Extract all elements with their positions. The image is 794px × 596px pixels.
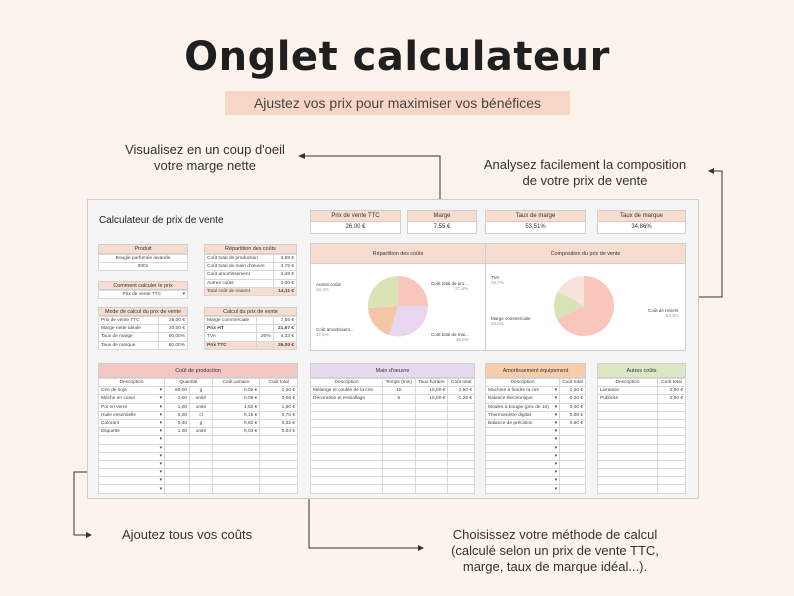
page-subheading: Ajustez vos prix pour maximiser vos bénéfices bbox=[225, 91, 570, 115]
table-row: Thermomètre digital ▾ 0,08 € bbox=[486, 411, 586, 419]
table-row: Balance de précision ▾ 0,60 € bbox=[486, 419, 586, 427]
table-row: Cire de soja ▾ 60,00 g 0,02 € 1,20 € bbox=[99, 387, 298, 395]
spreadsheet bbox=[87, 199, 699, 499]
repartition-chart: Répartition des coûts Autres coûts 28,3% Coût total de pro... 27,5% Coût amortissem... 17,6% Coût total de mai... 26,6% bbox=[310, 243, 486, 351]
repartition-header: Répartition des coûts bbox=[204, 244, 297, 254]
mode-table: Prix de vente TTC 26,00 € Marge nette idéale 20,00 € Taux de marge 60,00% Taux de marque 50,00% bbox=[98, 316, 188, 350]
table-row: Machine à fondre la cire ▾ 1,20 € bbox=[486, 387, 586, 395]
produit-ref[interactable]: 0001 bbox=[99, 263, 188, 271]
page-heading: Onglet calculateur bbox=[184, 34, 610, 80]
autres-table: Description Coût total Livraison 2,00 € Publicité 2,00 € bbox=[597, 378, 686, 494]
table-row: Étiquette ▾ 1,00 unité 0,03 € 0,03 € bbox=[99, 428, 298, 436]
table-row: Décoration et emballage 5 15,00 € 1,25 € bbox=[311, 395, 475, 403]
autres-header: Autres coûts bbox=[597, 363, 686, 378]
repartition-table: Coût total de production 3,88 € Coût total de main d'œuvre 3,75 € Coût amortissement 2,48 € Autres coûts 4,00 € Total coût de revient 14,11 € bbox=[204, 254, 297, 296]
pie-slice-autres bbox=[368, 276, 398, 308]
kpi-prix-ttc: Prix de vente TTC 26,00 € bbox=[310, 210, 401, 234]
table-row: Livraison 2,00 € bbox=[598, 387, 686, 395]
comment-dropdown[interactable]: Prix de vente TTC ▾ bbox=[98, 290, 188, 299]
kpi-taux-marque: Taux de marque 34,86% bbox=[597, 210, 686, 234]
production-table: Description Quantité Coût unitaire Coût total Cire de soja ▾ 60,00 g 0,02 € 1,20 € Mèche en coton ▾ 1,00 unité 0,08 € 0,08 € Pot en verre ▾ 1,00 unité 1,50 € 1,50 € Huile essentielle ▾ 5,00 cl 0,15 € 0,75 € Colorant ▾ 0,40 g 0,80 € 0,32 € Étiquette ▾ 1,00 unité 0,03 € 0,03 € ▾ ▾ ▾ ▾ ▾ ▾ ▾ bbox=[98, 378, 298, 494]
table-row: Colorant ▾ 0,40 g 0,80 € 0,32 € bbox=[99, 419, 298, 427]
chevron-down-icon[interactable]: ▾ bbox=[182, 292, 185, 298]
amortissement-table: Description Coût total Machine à fondre la cire ▾ 1,20 € Balance électronique ▾ 0,20 € Moules à bougie (prix de 10) ▾ 0,40 € Thermomètre digital ▾ 0,08 € Balance de précision ▾ 0,60 € ▾ ▾ ▾ ▾ ▾ ▾ ▾ ▾ bbox=[485, 378, 586, 494]
composition-chart: Composition du prix de vente TVA 16,7% Marge commerciale 29,0% Coût de revient 54,3% bbox=[485, 243, 686, 351]
produit-table bbox=[98, 254, 188, 271]
pie-slice-production bbox=[398, 276, 428, 306]
sheet-title: Calculateur de prix de vente bbox=[99, 215, 224, 226]
pie-composition bbox=[486, 264, 685, 350]
table-row: Mèche en coton ▾ 1,00 unité 0,08 € 0,08 € bbox=[99, 395, 298, 403]
table-row: Huile essentielle ▾ 5,00 cl 0,15 € 0,75 € bbox=[99, 411, 298, 419]
produit-header: Produit bbox=[98, 244, 188, 254]
table-row: Mélange et coulée de la cire 10 15,00 € 2,50 € bbox=[311, 387, 475, 395]
note-top-left: Visualisez en un coup d'oeil votre marge nette bbox=[125, 142, 285, 173]
table-row: Publicité 2,00 € bbox=[598, 395, 686, 403]
table-row: Pot en verre ▾ 1,00 unité 1,50 € 1,50 € bbox=[99, 403, 298, 411]
production-header: Coût de production bbox=[98, 363, 298, 378]
mode-header: Mode de calcul du prix de vente bbox=[98, 307, 188, 316]
produit-name[interactable]: Bougie parfumée lavande bbox=[99, 255, 188, 263]
note-top-right: Analysez facilement la composition de votre prix de vente bbox=[483, 157, 687, 188]
calcul-table: Marge commerciale 7,55 € Prix HT 21,67 € TVA 20% 4,33 € Prix TTC 26,00 € bbox=[204, 316, 297, 350]
note-bottom-left: Ajoutez tous vos coûts bbox=[122, 527, 253, 542]
amortissement-header: Amortissement équipement bbox=[485, 363, 586, 378]
table-row: Moules à bougie (prix de 10) ▾ 0,40 € bbox=[486, 403, 586, 411]
note-bottom-right: Choisissez votre méthode de calcul (calculé selon un prix de vente TTC, marge, taux de marque idéal...). bbox=[451, 527, 659, 574]
main-oeuvre-table: Description Temps (min) Taux horaire Coût total Mélange et coulée de la cire 10 15,00 € 2,50 € Décoration et emballage 5 15,00 € 1,25 € bbox=[310, 378, 475, 494]
kpi-marge: Marge 7,55 € bbox=[407, 210, 477, 234]
table-row: Balance électronique ▾ 0,20 € bbox=[486, 395, 586, 403]
comment-header: Comment calculer le prix bbox=[98, 281, 188, 290]
kpi-taux-marge: Taux de marge 53,51% bbox=[485, 210, 586, 234]
calcul-header: Calcul du prix de vente bbox=[204, 307, 297, 316]
main-oeuvre-header: Main d'oeuvre bbox=[310, 363, 475, 378]
